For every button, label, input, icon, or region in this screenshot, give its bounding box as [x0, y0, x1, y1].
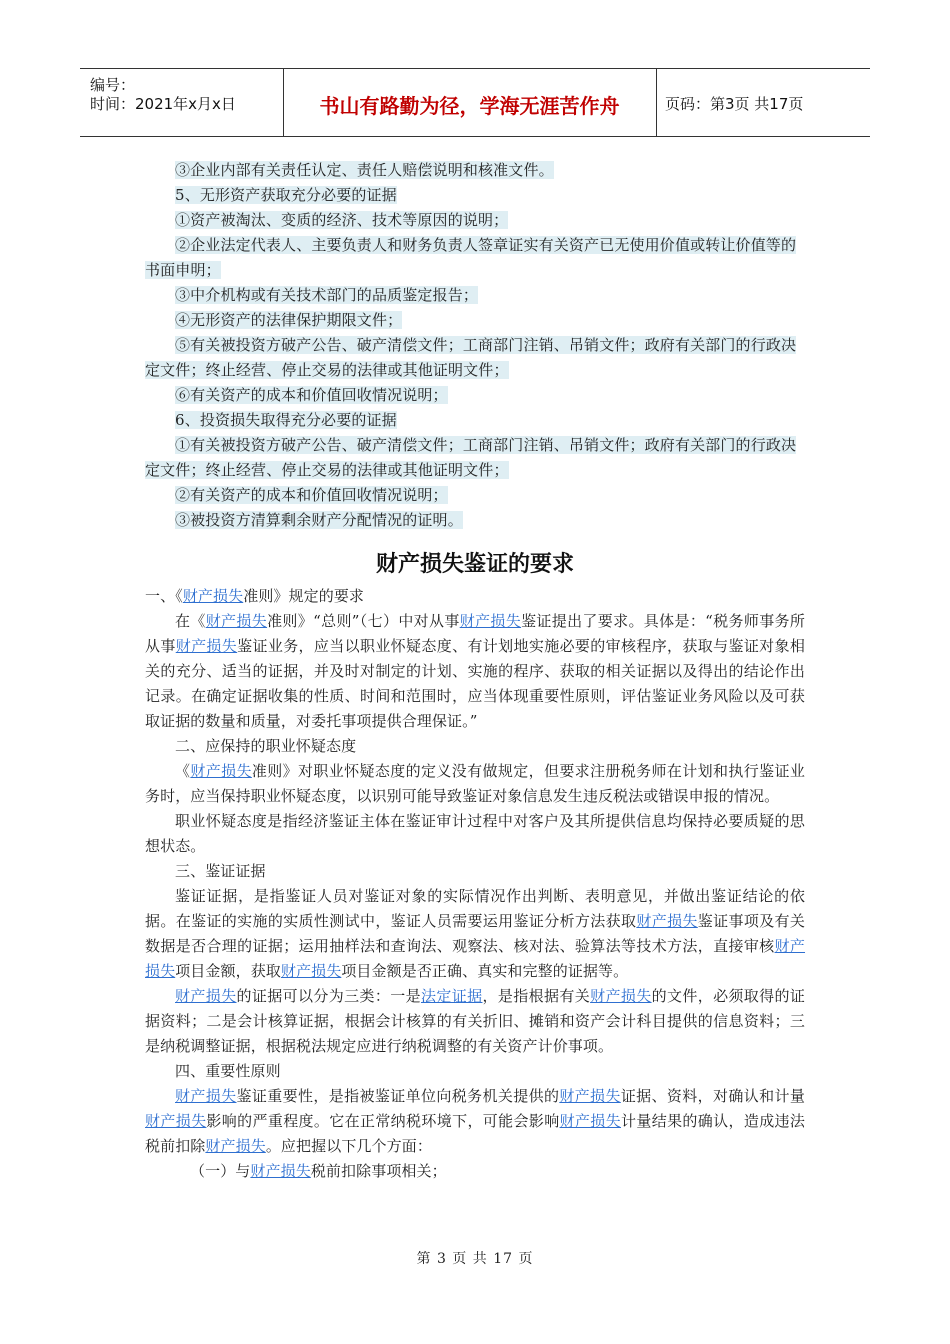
evidence-item: ②企业法定代表人、主要负责人和财务负责人签章证实有关资产已无使用价值或转让价值等的书面申明； — [145, 236, 797, 279]
evidence-item: ④无形资产的法律保护期限文件； — [175, 311, 403, 329]
term-link[interactable]: 财产损失 — [559, 1112, 621, 1130]
header-divider-right — [656, 68, 657, 137]
list-item: （一）与财产损失税前扣除事项相关； — [190, 1162, 447, 1180]
term-link[interactable]: 财产损失 — [145, 937, 806, 980]
term-link[interactable]: 财产损失 — [636, 912, 698, 930]
term-link[interactable]: 财产损失 — [250, 1162, 311, 1180]
paragraph: 财产损失的证据可以分为三类：一是法定证据，是指根据有关财产损失的文件，必须取得的证据资料；二是会计核算证据，根据会计核算的有关折旧、摊销和资产会计科目提供的信息资料；三是纳税调整证据，根据税法规定应进行纳税调整的有关资产计价事项。 — [145, 987, 806, 1055]
term-link[interactable]: 财产损失 — [175, 637, 238, 655]
term-link[interactable]: 财产损失 — [175, 987, 237, 1005]
header-motto: 书山有路勤为径，学海无涯苦作舟 — [319, 94, 620, 118]
term-link[interactable]: 财产损失 — [182, 587, 244, 605]
section-heading-3: 三、鉴证证据 — [175, 862, 266, 880]
evidence-item: ③中介机构或有关技术部门的品质鉴定报告； — [175, 286, 479, 304]
term-link[interactable]: 财产损失 — [175, 1087, 237, 1105]
document-date-label: 时间：2021年x月x日 — [90, 95, 236, 113]
term-link[interactable]: 财产损失 — [559, 1087, 621, 1105]
header-page-number: 页码：第3页 共17页 — [665, 95, 804, 113]
term-link-legal-evidence[interactable]: 法定证据 — [420, 987, 483, 1005]
section-heading-4: 四、重要性原则 — [175, 1062, 281, 1080]
paragraph: 鉴证证据，是指鉴证人员对鉴证对象的实际情况作出判断、表明意见，并做出鉴证结论的依据。在鉴证的实施的实质性测试中，鉴证人员需要运用鉴证分析方法获取财产损失鉴证事项及有关数据是否合理的证据；运用抽样法和查询法、观察法、核对法、验算法等技术方法，直接审核财产损失项目金额，获取财产损失项目金额是否正确、真实和完整的证据等。 — [145, 887, 806, 980]
evidence-item: ⑥有关资产的成本和价值回收情况说明； — [175, 386, 448, 404]
evidence-item: ①有关被投资方破产公告、破产清偿文件；工商部门注销、吊销文件；政府有关部门的行政决定文件；终止经营、停止交易的法律或其他证明文件； — [145, 436, 797, 479]
evidence-item: ②有关资产的成本和价值回收情况说明； — [175, 486, 448, 504]
evidence-heading: 5、无形资产获取充分必要的证据 — [175, 186, 397, 204]
term-link[interactable]: 财产损失 — [205, 612, 268, 630]
section-heading-2: 二、应保持的职业怀疑态度 — [175, 737, 357, 755]
evidence-item: ⑤有关被投资方破产公告、破产清偿文件；工商部门注销、吊销文件；政府有关部门的行政决定文件；终止经营、停止交易的法律或其他证明文件； — [145, 336, 797, 379]
paragraph: 财产损失鉴证重要性，是指被鉴证单位向税务机关提供的财产损失证据、资料，对确认和计量财产损失影响的严重程度。它在正常纳税环境下，可能会影响财产损失计量结果的确认，造成违法税前扣除财产损失。应把握以下几个方面： — [145, 1087, 806, 1155]
term-link[interactable]: 财产损失 — [145, 1112, 207, 1130]
header-top-rule — [80, 68, 870, 69]
term-link[interactable]: 财产损失 — [590, 987, 652, 1005]
section-heading-1: 一、《财产损失准则》规定的要求 — [145, 587, 365, 605]
page-footer: 第 3 页 共 17 页 — [416, 1251, 534, 1267]
paragraph: 《财产损失准则》对职业怀疑态度的定义没有做规定，但要求注册税务师在计划和执行鉴证业务时，应当保持职业怀疑态度，以识别可能导致鉴证对象信息发生违反税法或错误申报的情况。 — [145, 762, 805, 805]
term-link[interactable]: 财产损失 — [205, 1137, 266, 1155]
evidence-item: ①资产被淘汰、变质的经济、技术等原因的说明； — [175, 211, 509, 229]
evidence-item: ③企业内部有关责任认定、责任人赔偿说明和核准文件。 — [175, 161, 554, 179]
term-link[interactable]: 财产损失 — [280, 962, 342, 980]
term-link[interactable]: 财产损失 — [459, 612, 522, 630]
evidence-heading: 6、投资损失取得充分必要的证据 — [175, 411, 397, 429]
paragraph: 职业怀疑态度是指经济鉴证主体在鉴证审计过程中对客户及其所提供信息均保持必要质疑的思想状态。 — [145, 812, 805, 855]
document-number-label: 编号： — [90, 76, 136, 94]
term-link[interactable]: 财产损失 — [190, 762, 252, 780]
document-body — [145, 158, 805, 1184]
section-title: 财产损失鉴证的要求 — [375, 552, 574, 577]
header-bottom-rule — [80, 136, 870, 137]
evidence-item: ③被投资方清算剩余财产分配情况的证明。 — [175, 511, 463, 529]
paragraph: 在《财产损失准则》“总则”（七）中对从事财产损失鉴证提出了要求。具体是：“税务师事务所从事财产损失鉴证业务，应当以职业怀疑态度、有计划地实施必要的审核程序，获取与鉴证对象相关的充分、适当的证据，并及时对制定的计划、实施的程序、获取的相关证据以及得出的结论作出记录。在确定证据收集的性质、时间和范围时，应当体现重要性原则，评估鉴证业务风险以及可获取证据的数量和质量，对委托事项提供合理保证。” — [145, 612, 805, 730]
